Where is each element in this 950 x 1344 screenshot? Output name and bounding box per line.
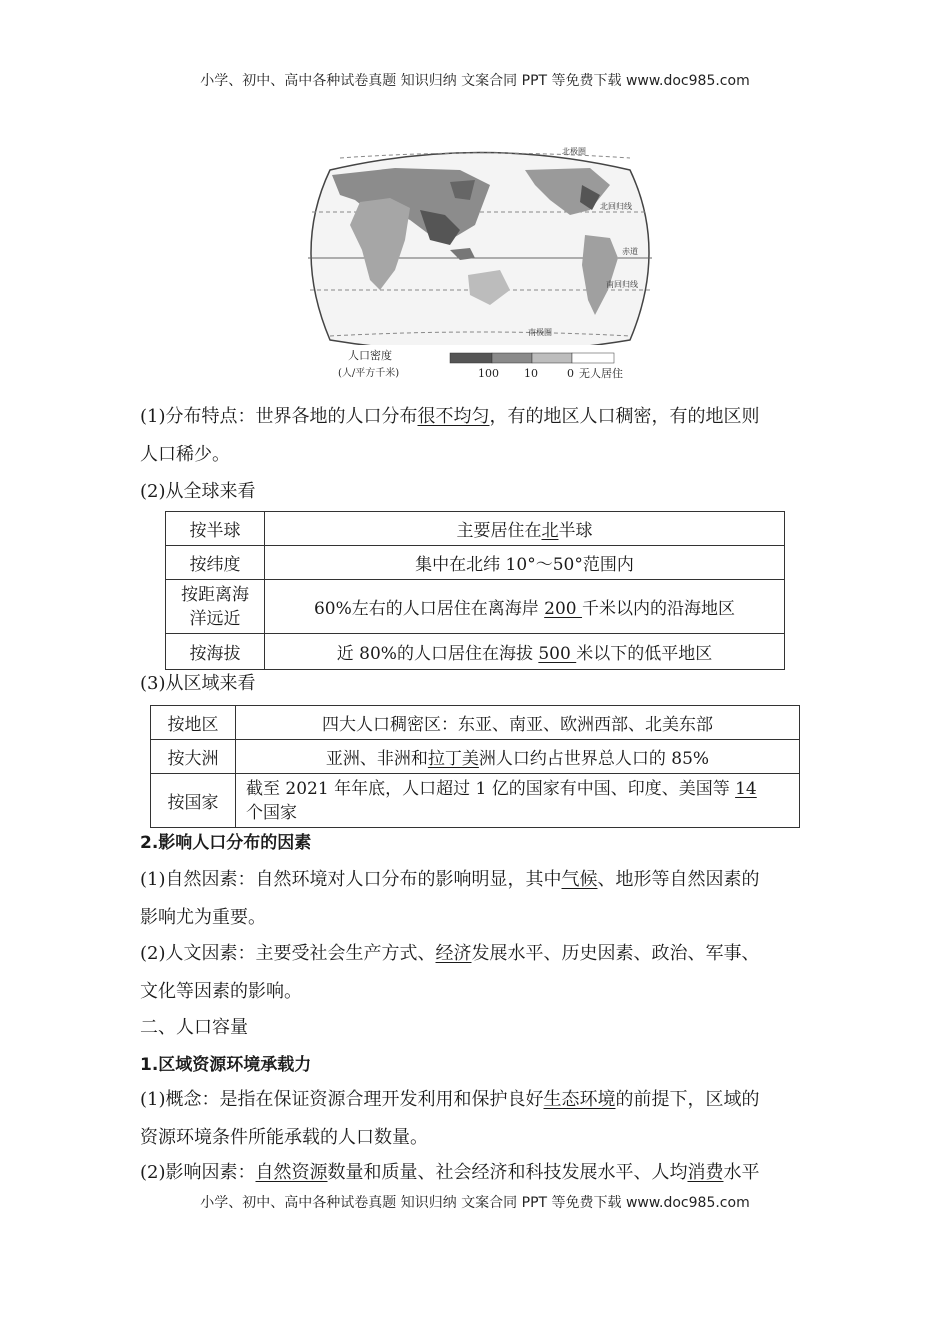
global-distribution-table xyxy=(165,511,785,670)
table-row: 按海拔 近 80%的人口居住在海拔 500 米以下的低平地区 xyxy=(166,634,785,670)
table-row: 按纬度 集中在北纬 10°～50°范围内 xyxy=(166,546,785,580)
global-view-title: (2)从全球来看 xyxy=(140,481,256,502)
capacity-concept: (1)概念：是指在保证资源合理开发利用和保护良好生态环境的前提下，区域的 资源环境条件所能承载的人口数量。 xyxy=(140,1089,760,1148)
distribution-feature: (1)分布特点：世界各地的人口分布很不均匀，有的地区人口稠密，有的地区则 人口稀少。 xyxy=(140,406,760,465)
factors-heading: 2.影响人口分布的因素 xyxy=(140,833,312,853)
page-footer: 小学、初中、高中各种试卷真题 知识归纳 文案合同 PPT 等免费下载 www.doc985.com xyxy=(200,1195,750,1211)
capacity-heading: 1.区域资源环境承载力 xyxy=(140,1055,312,1075)
table-row: 按国家 截至 2021 年年底，人口超过 1 亿的国家有中国、印度、美国等 14 个国家 xyxy=(151,774,800,828)
legend-tick-100: 100 xyxy=(478,367,499,380)
map-label-tropic-capricorn: 南回归线 xyxy=(606,280,638,289)
map-label-tropic-cancer: 北回归线 xyxy=(600,202,632,211)
legend-unit: (人/平方千米) xyxy=(338,368,400,379)
legend-tick-10: 10 xyxy=(524,367,538,380)
legend-title: 人口密度 xyxy=(348,349,392,362)
capacity-factors: (2)影响因素：自然资源数量和质量、社会经济和科技发展水平、人均消费水平 xyxy=(140,1162,760,1183)
map-label-equator: 赤道 xyxy=(622,247,638,256)
world-population-density-map xyxy=(300,140,660,385)
table-row: 按地区 四大人口稠密区：东亚、南亚、欧洲西部、北美东部 xyxy=(151,706,800,740)
human-factors: (2)人文因素：主要受社会生产方式、经济发展水平、历史因素、政治、军事、 文化等因素的影响。 xyxy=(140,943,760,1002)
table-row: 按大洲 亚洲、非洲和拉丁美洲人口约占世界总人口的 85% xyxy=(151,740,800,774)
map-graphic xyxy=(300,140,660,385)
section-population-capacity: 二、人口容量 xyxy=(140,1017,248,1038)
table-row: 按半球 主要居住在北半球 xyxy=(166,512,785,546)
table-row: 按距离海 洋远近 60%左右的人口居住在离海岸 200 千米以内的沿海地区 xyxy=(166,580,785,634)
regional-distribution-table xyxy=(150,705,800,828)
regional-view-title: (3)从区域来看 xyxy=(140,673,256,694)
page-header: 小学、初中、高中各种试卷真题 知识归纳 文案合同 PPT 等免费下载 www.doc985.com xyxy=(200,73,750,89)
map-label-antarctic: 南极圈 xyxy=(528,328,552,337)
map-label-arctic: 北极圈 xyxy=(562,147,586,156)
legend-tick-0: 0 xyxy=(567,367,574,380)
legend-uninhabited: 无人居住 xyxy=(579,367,623,380)
natural-factors: (1)自然因素：自然环境对人口分布的影响明显，其中气候、地形等自然因素的 影响尤为重要。 xyxy=(140,869,760,928)
